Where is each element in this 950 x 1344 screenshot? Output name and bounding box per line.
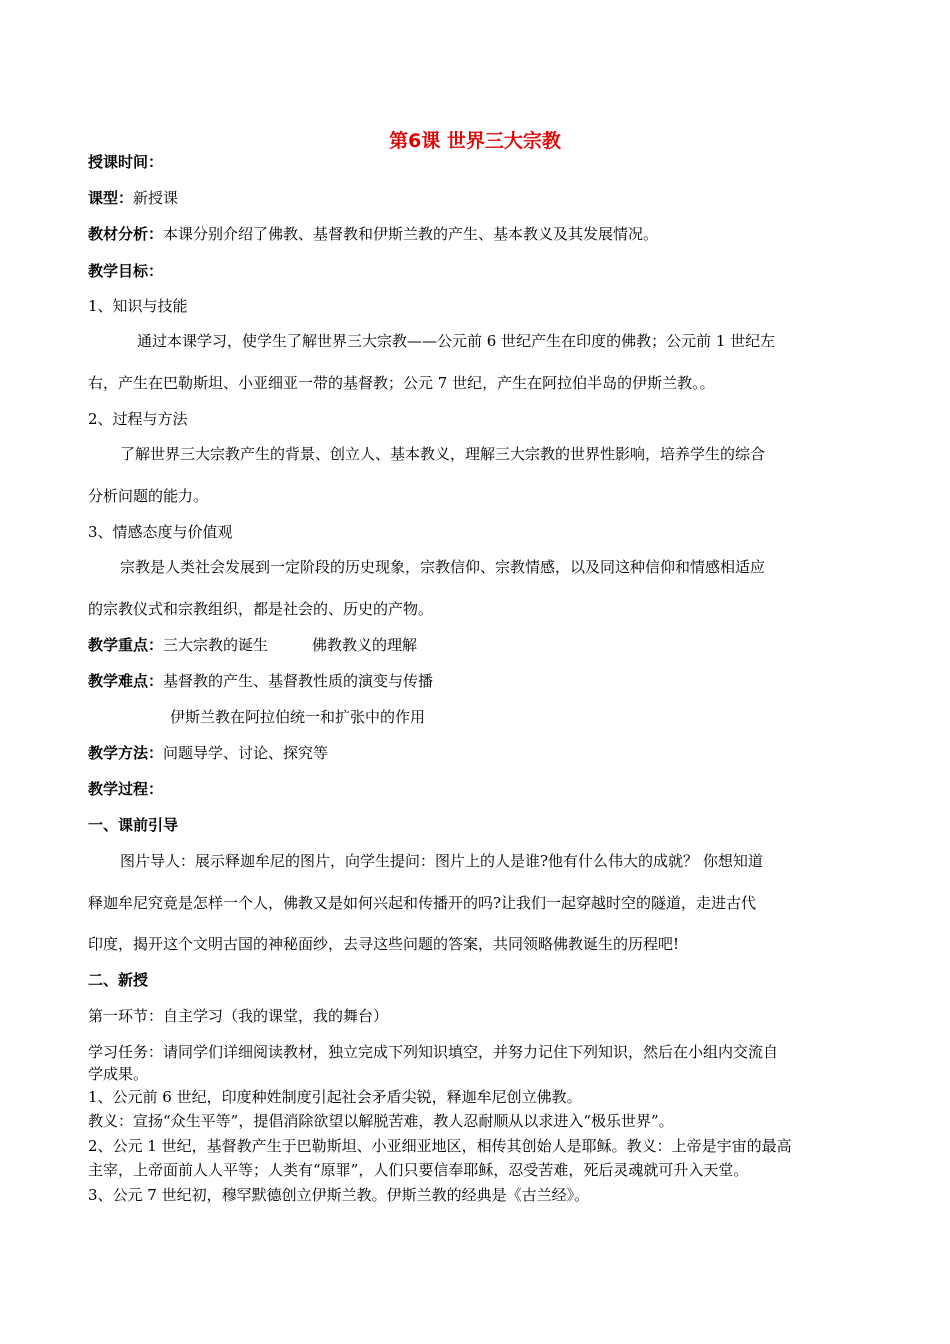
method-value: 问题导学、讨论、探究等 bbox=[163, 744, 329, 762]
teaching-method bbox=[88, 743, 328, 763]
emotion-heading: 3、情感态度与价值观 bbox=[88, 523, 233, 541]
analysis-value: 本课分别介绍了佛教、基督教和伊斯兰教的产生、基本教义及其发展情况。 bbox=[163, 225, 659, 243]
intro-paragraph-line2: 释迦牟尼究竟是怎样一个人，佛教又是如何兴起和传播开的吗?让我们一起穿越时空的隧道，走进古代 bbox=[88, 894, 757, 912]
knowledge-paragraph-line2: 右，产生在巴勒斯坦、小亚细亚一带的基督教；公元 7 世纪，产生在阿拉伯半岛的伊斯兰教。。 bbox=[88, 374, 715, 392]
page-title: 第6课 世界三大宗教 bbox=[389, 130, 561, 152]
process-method-paragraph-line1: 了解世界三大宗教产生的背景、创立人、基本教义，理解三大宗教的世界性影响，培养学生的综合 bbox=[120, 445, 766, 463]
textbook-analysis bbox=[88, 224, 658, 244]
task-line1: 学习任务：请同学们详细阅读教材，独立完成下列知识填空，并努力记住下列知识，然后在小组内交流自 bbox=[88, 1043, 779, 1061]
intro-heading: 一、课前引导 bbox=[88, 816, 179, 834]
difficult-value-1: 基督教的产生、基督教性质的演变与传播 bbox=[163, 672, 434, 690]
step-one: 第一环节：自主学习（我的课堂，我的舞台） bbox=[88, 1007, 389, 1025]
difficult-label: 教学难点： bbox=[88, 672, 164, 690]
intro-paragraph-line3: 印度，揭开这个文明古国的神秘面纱，去寻这些问题的答案，共同领略佛教诞生的历程吧! bbox=[88, 935, 680, 953]
difficult-points bbox=[88, 671, 433, 691]
key-value-2: 佛教教义的理解 bbox=[312, 636, 418, 654]
new-lesson-heading: 二、新授 bbox=[88, 971, 149, 989]
emotion-paragraph-line2: 的宗教仪式和宗教组织，都是社会的、历史的产物。 bbox=[88, 600, 434, 618]
item-2-continued: 主宰，上帝面前人人平等；人类有“原罪”，人们只要信奉耶稣，忍受苦难，死后灵魂就可升入天堂。 bbox=[88, 1161, 749, 1179]
item-1-doctrine: 教义：宣扬“众生平等”，提倡消除欲望以解脱苦难，教人忍耐顺从以求进入“极乐世界”。 bbox=[88, 1112, 674, 1130]
item-1: 1、公元前 6 世纪，印度种姓制度引起社会矛盾尖锐，释迦牟尼创立佛教。 bbox=[88, 1088, 582, 1106]
key-value-1: 三大宗教的诞生 bbox=[163, 636, 269, 654]
process-method-paragraph-line2: 分析问题的能力。 bbox=[88, 487, 209, 505]
analysis-label: 教材分析： bbox=[88, 225, 164, 243]
task-line2: 学成果。 bbox=[88, 1065, 149, 1083]
process-method-heading: 2、过程与方法 bbox=[88, 410, 188, 428]
knowledge-paragraph-line1: 通过本课学习，使学生了解世界三大宗教——公元前 6 世纪产生在印度的佛教；公元前 1 世纪左 bbox=[137, 332, 776, 350]
knowledge-heading: 1、知识与技能 bbox=[88, 297, 188, 315]
key-points bbox=[88, 635, 417, 655]
emotion-paragraph-line1: 宗教是人类社会发展到一定阶段的历史现象，宗教信仰、宗教情感，以及同这种信仰和情感相适应 bbox=[120, 558, 766, 576]
type-value: 新授课 bbox=[133, 189, 179, 207]
type-label: 课型： bbox=[88, 189, 134, 207]
process-label: 教学过程： bbox=[88, 780, 164, 798]
intro-paragraph-line1: 图片导人：展示释迦牟尼的图片，向学生提问：图片上的人是谁?他有什么伟大的成就？ 你想知道 bbox=[120, 852, 763, 870]
goals-label: 教学目标： bbox=[88, 262, 164, 280]
key-label: 教学重点： bbox=[88, 636, 164, 654]
lesson-type bbox=[88, 188, 178, 208]
item-2: 2、公元 1 世纪，基督教产生于巴勒斯坦、小亚细亚地区，相传其创始人是耶稣。教义：上帝是宇宙的最高 bbox=[88, 1137, 792, 1155]
item-3: 3、公元 7 世纪初，穆罕默德创立伊斯兰教。伊斯兰教的经典是《古兰经》。 bbox=[88, 1186, 590, 1204]
time-label: 授课时间： bbox=[88, 153, 164, 171]
method-label: 教学方法： bbox=[88, 744, 164, 762]
difficult-value-2: 伊斯兰教在阿拉伯统一和扩张中的作用 bbox=[170, 708, 426, 726]
